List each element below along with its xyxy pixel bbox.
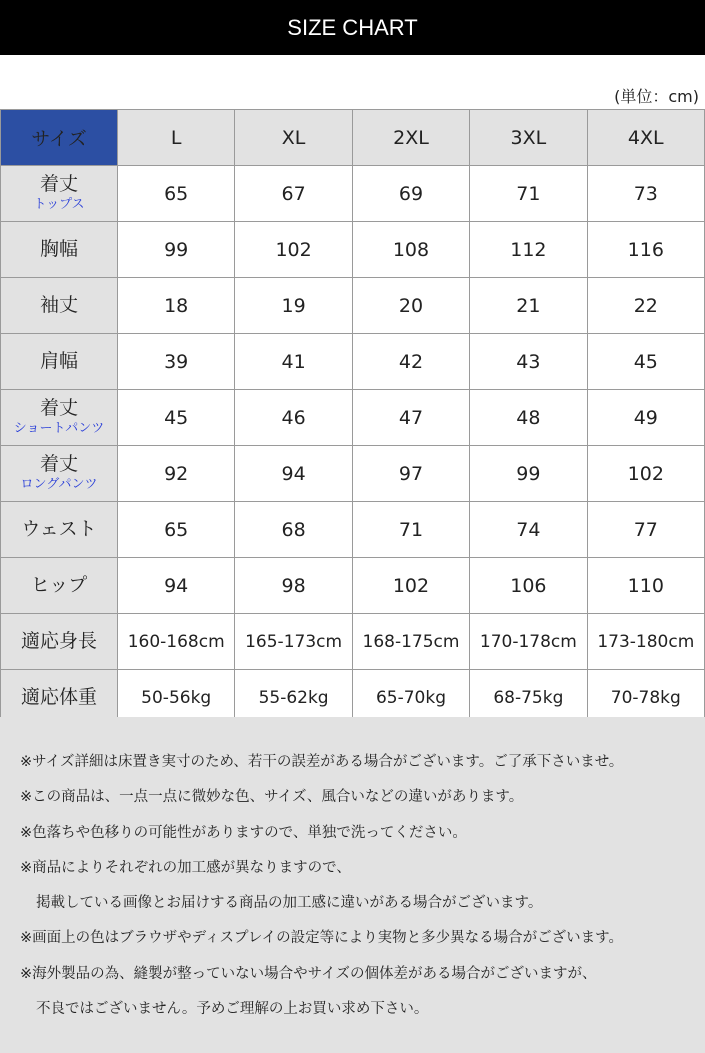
row-label: 着丈 — [39, 396, 78, 419]
table-row — [1, 278, 705, 334]
size-header-2xl: 2XL — [352, 110, 469, 166]
row-label-cell — [1, 222, 118, 278]
size-value-cell: 97 — [352, 446, 469, 502]
row-sub-label: ショートパンツ — [13, 421, 105, 437]
size-value-cell: 50-56kg — [118, 670, 235, 726]
row-label: 袖丈 — [39, 293, 78, 316]
note-line: 掲載している画像とお届けする商品の加工感に違いがある場合がございます。 — [36, 895, 543, 912]
size-value-cell: 65 — [118, 166, 235, 222]
size-value-cell: 43 — [470, 334, 587, 390]
size-value-cell: 19 — [235, 278, 352, 334]
row-label-cell — [1, 278, 118, 334]
row-label-cell — [1, 558, 118, 614]
size-value-cell: 68 — [235, 502, 352, 558]
note-line: ※海外製品の為、縫製が整っていない場合やサイズの個体差がある場合がございますが、 — [20, 965, 597, 982]
row-label-cell — [1, 502, 118, 558]
size-value-cell: 165-173cm — [235, 614, 352, 670]
size-value-cell: 20 — [352, 278, 469, 334]
size-value-cell: 173-180cm — [587, 614, 704, 670]
size-value-cell: 71 — [352, 502, 469, 558]
measurement-rows — [1, 166, 705, 726]
size-value-cell: 45 — [587, 334, 704, 390]
size-header-row — [1, 110, 705, 166]
size-value-cell: 110 — [587, 558, 704, 614]
size-value-cell: 170-178cm — [470, 614, 587, 670]
note-line: ※画面上の色はブラウザやディスプレイの設定等により実物と多少異なる場合がございます。 — [20, 930, 624, 947]
size-value-cell: 65-70kg — [352, 670, 469, 726]
row-label-cell — [1, 166, 118, 222]
row-label-cell — [1, 334, 118, 390]
row-sub-label: トップス — [33, 197, 85, 213]
size-header-4xl: 4XL — [587, 110, 704, 166]
table-row — [1, 166, 705, 222]
size-value-cell: 21 — [470, 278, 587, 334]
size-value-cell: 160-168cm — [118, 614, 235, 670]
note-line: ※この商品は、一点一点に微妙な色、サイズ、風合いなどの違いがあります。 — [20, 789, 524, 806]
note-line: 不良ではございません。予めご理解の上お買い求め下さい。 — [36, 1001, 429, 1018]
table-row — [1, 446, 705, 502]
row-label-cell — [1, 446, 118, 502]
table-row — [1, 614, 705, 670]
size-table — [0, 109, 705, 726]
size-value-cell: 48 — [470, 390, 587, 446]
size-value-cell: 102 — [352, 558, 469, 614]
row-label: 適応体重 — [20, 685, 97, 708]
size-value-cell: 102 — [587, 446, 704, 502]
table-row — [1, 558, 705, 614]
size-value-cell: 70-78kg — [587, 670, 704, 726]
size-value-cell: 18 — [118, 278, 235, 334]
size-value-cell: 65 — [118, 502, 235, 558]
size-value-cell: 94 — [118, 558, 235, 614]
note-line: ※色落ちや色移りの可能性がありますので、単独で洗ってください。 — [20, 824, 467, 841]
table-row — [1, 390, 705, 446]
title-bar — [0, 0, 705, 55]
size-value-cell: 77 — [587, 502, 704, 558]
row-label: ヒップ — [30, 573, 88, 596]
row-label: 適応身長 — [20, 629, 97, 652]
size-value-cell: 42 — [352, 334, 469, 390]
row-label-cell — [1, 614, 118, 670]
size-value-cell: 92 — [118, 446, 235, 502]
notes-panel — [0, 717, 705, 1053]
size-value-cell: 94 — [235, 446, 352, 502]
size-value-cell: 168-175cm — [352, 614, 469, 670]
size-value-cell: 99 — [470, 446, 587, 502]
size-header-l: L — [118, 110, 235, 166]
size-value-cell: 116 — [587, 222, 704, 278]
size-value-cell: 112 — [470, 222, 587, 278]
size-value-cell: 71 — [470, 166, 587, 222]
row-label: 着丈 — [39, 452, 78, 475]
size-value-cell: 99 — [118, 222, 235, 278]
size-corner-label: サイズ — [1, 110, 118, 166]
size-value-cell: 106 — [470, 558, 587, 614]
row-label: ウェスト — [21, 517, 97, 540]
size-value-cell: 45 — [118, 390, 235, 446]
table-row — [1, 334, 705, 390]
size-header-3xl: 3XL — [470, 110, 587, 166]
row-label: 胸幅 — [39, 237, 78, 260]
row-sub-label: ロングパンツ — [20, 477, 98, 493]
row-label: 着丈 — [39, 172, 78, 195]
size-header-xl: XL — [235, 110, 352, 166]
size-value-cell: 39 — [118, 334, 235, 390]
size-value-cell: 73 — [587, 166, 704, 222]
size-value-cell: 67 — [235, 166, 352, 222]
size-value-cell: 22 — [587, 278, 704, 334]
table-row — [1, 222, 705, 278]
size-value-cell: 41 — [235, 334, 352, 390]
unit-label: (単位：cm) — [614, 87, 699, 106]
row-label: 肩幅 — [39, 349, 78, 372]
size-value-cell: 49 — [587, 390, 704, 446]
size-value-cell: 98 — [235, 558, 352, 614]
note-line: ※サイズ詳細は床置き実寸のため、若干の誤差がある場合がございます。ご了承下さいませ。 — [20, 754, 624, 770]
size-value-cell: 55-62kg — [235, 670, 352, 726]
size-value-cell: 74 — [470, 502, 587, 558]
size-value-cell: 68-75kg — [470, 670, 587, 726]
note-line: ※商品によりそれぞれの加工感が異なりますので、 — [20, 859, 351, 876]
page-title: SIZE CHART — [287, 15, 418, 40]
size-value-cell: 108 — [352, 222, 469, 278]
row-label-cell — [1, 390, 118, 446]
size-value-cell: 46 — [235, 390, 352, 446]
size-value-cell: 69 — [352, 166, 469, 222]
size-value-cell: 102 — [235, 222, 352, 278]
table-row — [1, 502, 705, 558]
size-value-cell: 47 — [352, 390, 469, 446]
